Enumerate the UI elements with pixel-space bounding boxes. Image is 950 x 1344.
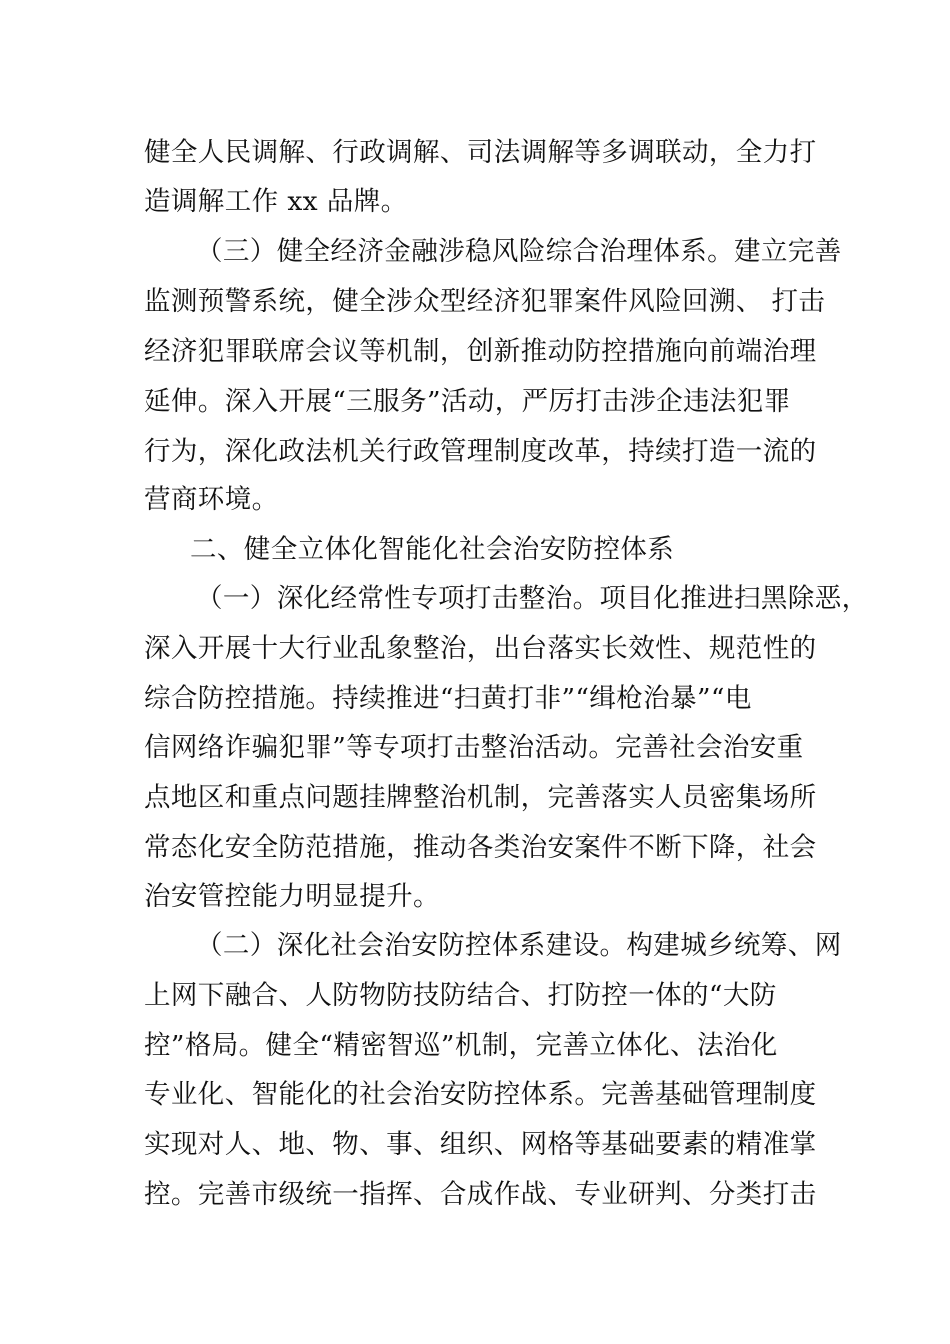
text-line: 综合防控措施。持续推进“扫黄打非”“缉枪治暴”“电 (144, 683, 752, 714)
text-line: 控”格局。健全“精密智巡”机制，完善立体化、法治化 (144, 1030, 778, 1061)
text-line: 信网络诈骗犯罪”等专项打击整治活动。完善社会治安重 (144, 732, 804, 763)
text-line: 深入开展十大行业乱象整治，出台落实长效性、规范性的 (144, 633, 817, 664)
paragraph-heading-3: （三）健全经济金融涉稳风险综合治理体系。建立完善 (196, 236, 842, 267)
section-heading: 二、健全立体化智能化社会治安防控体系 (190, 534, 675, 565)
text-line: 专业化、智能化的社会治安防控体系。完善基础管理制度 (144, 1079, 817, 1110)
text-line: 延伸。深入开展“三服务”活动，严厉打击涉企违法犯罪 (144, 386, 791, 417)
paragraph-heading-1: （一）深化经常性专项打击整治。项目化推进扫黑除恶， (196, 583, 869, 614)
text-line: 常态化安全防范措施，推动各类治安案件不断下降，社会 (144, 832, 817, 863)
text-line: 营商环境。 (144, 484, 279, 515)
text-line: 上网下融合、人防物防技防结合、打防控一体的“大防 (144, 980, 777, 1011)
text-line: 点地区和重点问题挂牌整治机制，完善落实人员密集场所 (144, 782, 817, 813)
text-line: 经济犯罪联席会议等机制，创新推动防控措施向前端治理 (144, 336, 817, 367)
text-line: 实现对人、地、物、事、组织、网格等基础要素的精准掌 (144, 1129, 817, 1160)
text-line: 造调解工作 xx 品牌。 (144, 186, 408, 217)
text-line: 健全人民调解、行政调解、司法调解等多调联动，全力打 (144, 137, 817, 168)
text-line: 行为，深化政法机关行政管理制度改革，持续打造一流的 (144, 436, 817, 467)
text-line: 控。完善市级统一指挥、合成作战、专业研判、分类打击 (144, 1179, 817, 1210)
text-line: 治安管控能力明显提升。 (144, 881, 440, 912)
paragraph-heading-2: （二）深化社会治安防控体系建设。构建城乡统筹、网 (196, 930, 842, 961)
text-line: 监测预警系统，健全涉众型经济犯罪案件风险回溯、 打击 (144, 286, 826, 317)
